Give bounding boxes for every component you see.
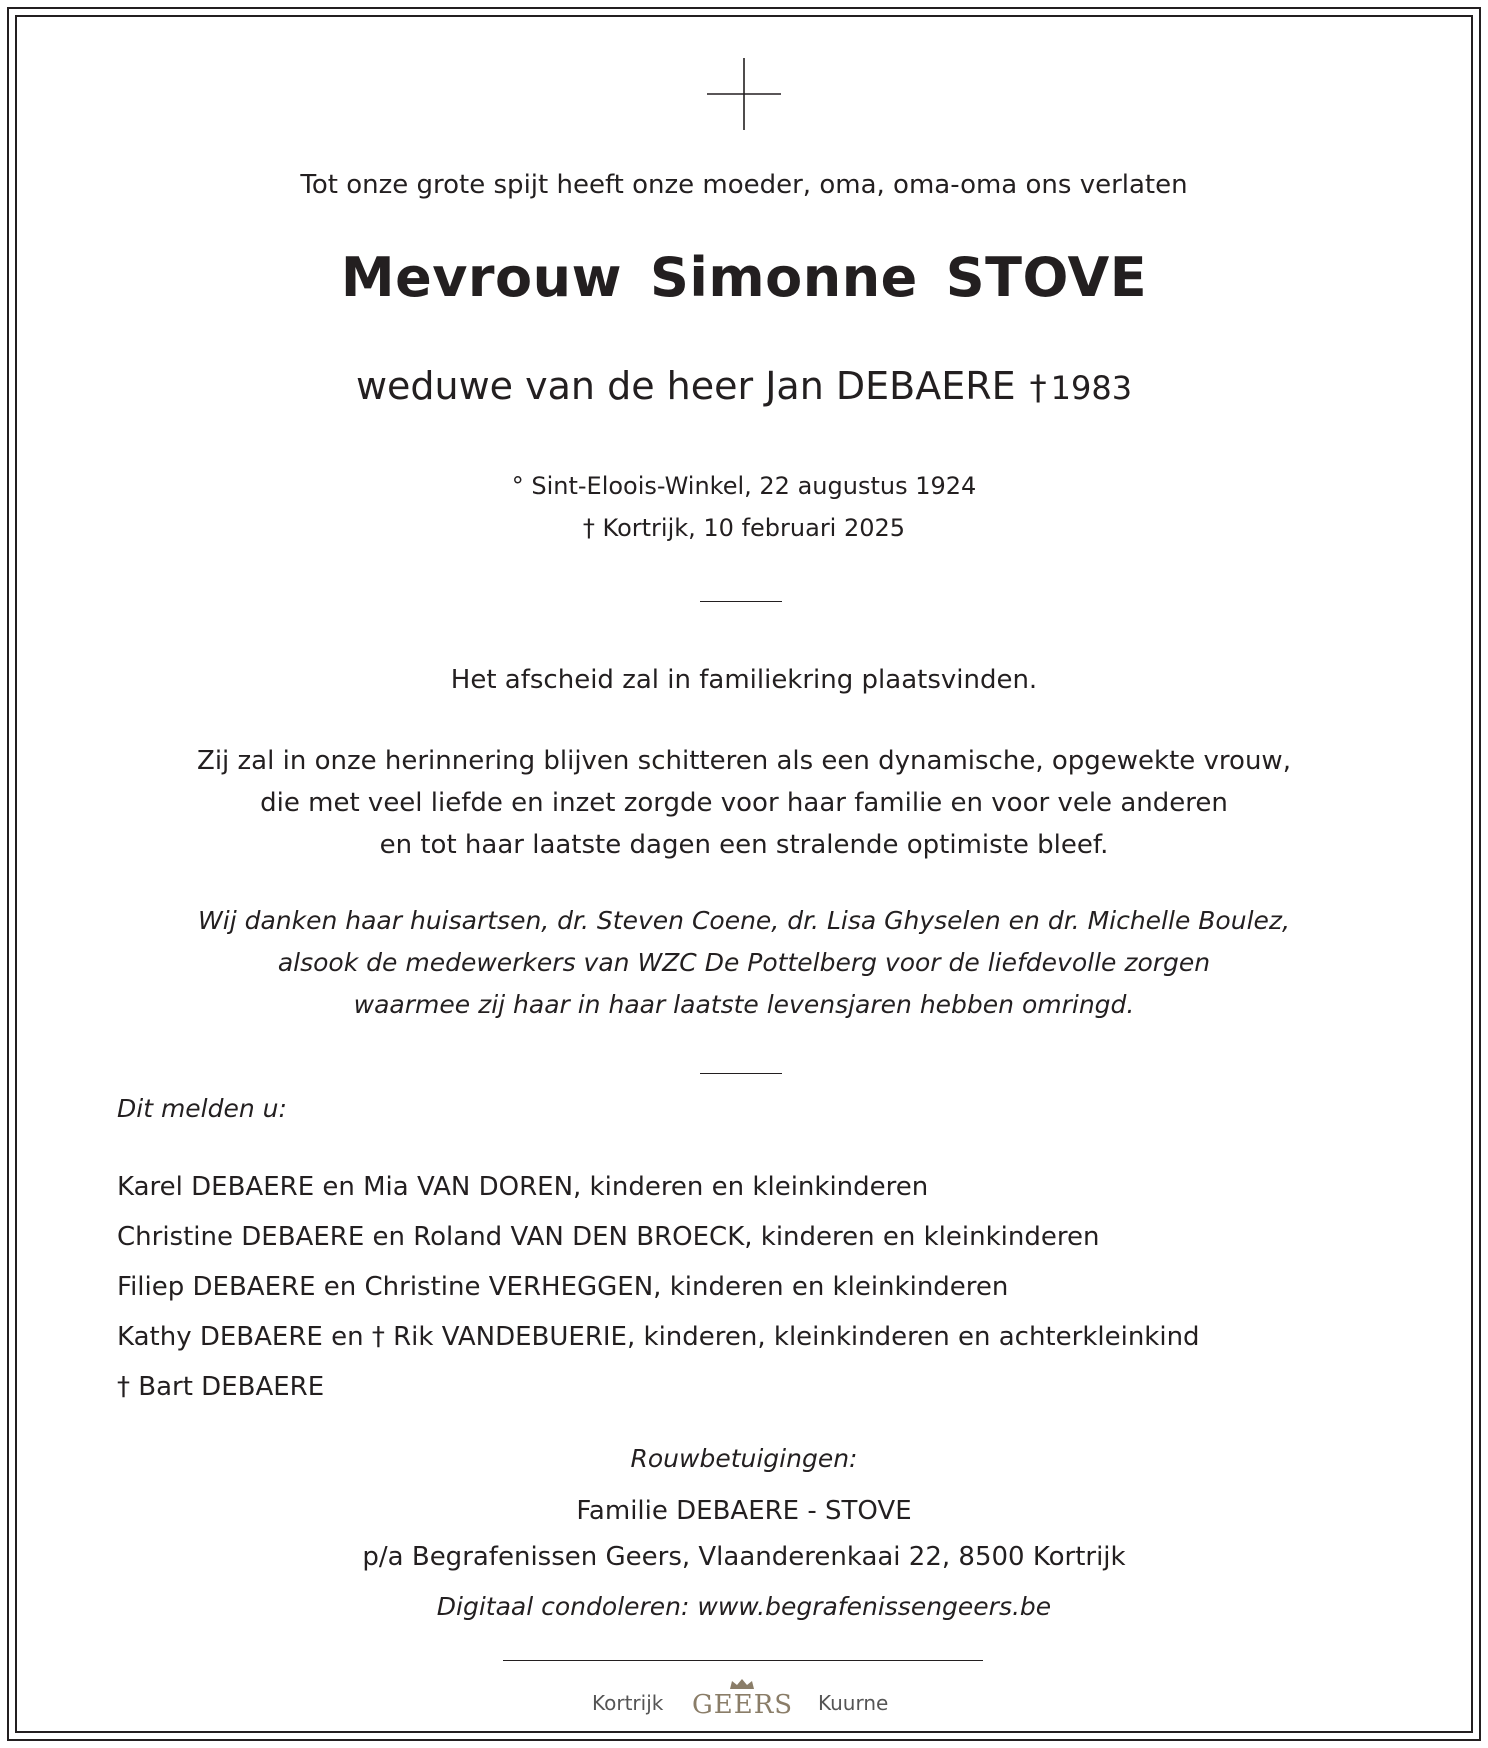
- thanks-line: waarmee zij haar in haar laatste levensjaren hebben omringd.: [353, 990, 1135, 1019]
- name-first: Simonne: [649, 246, 918, 309]
- divider: [700, 601, 782, 602]
- family-member: Kathy DEBAERE en † Rik VANDEBUERIE, kinderen, kleinkinderen en achterkleinkind: [117, 1322, 1200, 1352]
- condolences-online: Digitaal condoleren: www.begrafenissengeers.be: [436, 1592, 1052, 1621]
- widow-line: [0, 362, 1488, 412]
- family-list: [117, 1162, 1200, 1412]
- divider: [700, 1073, 782, 1074]
- memory-line: die met veel liefde en inzet zorgde voor haar familie en voor vele anderen: [260, 788, 1228, 818]
- name-last: STOVE: [945, 246, 1148, 309]
- cross-icon: [707, 58, 781, 130]
- widow-year: 1983: [1050, 369, 1133, 407]
- thanks-line: Wij danken haar huisartsen, dr. Steven Coene, dr. Lisa Ghyselen en dr. Michelle Boulez,: [198, 906, 1290, 935]
- birth-line: ° Sint-Eloois-Winkel, 22 augustus 1924: [511, 472, 977, 500]
- footer: [0, 1676, 1488, 1726]
- condolences-address: p/a Begrafenissen Geers, Vlaanderenkaai 22, 8500 Kortrijk: [362, 1542, 1126, 1572]
- announce-label: Dit melden u:: [117, 1094, 287, 1123]
- deceased-name: [0, 246, 1488, 310]
- intro-text: Tot onze grote spijt heeft onze moeder, oma, oma-oma ons verlaten: [300, 170, 1188, 200]
- memory-paragraph: [0, 740, 1488, 866]
- dagger-icon: †: [1029, 368, 1047, 408]
- farewell-text: Het afscheid zal in familiekring plaatsvinden.: [450, 665, 1038, 695]
- death-line: † Kortrijk, 10 februari 2025: [582, 514, 906, 542]
- footer-city-right: Kuurne: [818, 1691, 889, 1715]
- family-member: Christine DEBAERE en Roland VAN DEN BROECK, kinderen en kleinkinderen: [117, 1222, 1100, 1252]
- condolences-family: Familie DEBAERE - STOVE: [576, 1496, 912, 1526]
- family-member: Karel DEBAERE en Mia VAN DOREN, kinderen en kleinkinderen: [117, 1172, 929, 1202]
- family-member: † Bart DEBAERE: [117, 1372, 325, 1402]
- memory-line: Zij zal in onze herinnering blijven schitteren als een dynamische, opgewekte vrouw,: [197, 746, 1291, 776]
- geers-logo: [692, 1678, 792, 1724]
- footer-divider: [503, 1660, 983, 1661]
- footer-city-left: Kortrijk: [592, 1691, 664, 1715]
- name-title: Mevrouw: [340, 246, 622, 309]
- widow-text: weduwe van de heer Jan DEBAERE: [355, 364, 1016, 408]
- crown-icon: [728, 1678, 756, 1690]
- condolences-label: Rouwbetuigingen:: [630, 1444, 858, 1473]
- logo-text: GEERS: [692, 1690, 794, 1720]
- family-member: Filiep DEBAERE en Christine VERHEGGEN, kinderen en kleinkinderen: [117, 1272, 1009, 1302]
- thanks-line: alsook de medewerkers van WZC De Pottelberg voor de liefdevolle zorgen: [277, 948, 1211, 977]
- thanks-paragraph: [0, 900, 1488, 1026]
- memory-line: en tot haar laatste dagen een stralende optimiste bleef.: [379, 830, 1109, 860]
